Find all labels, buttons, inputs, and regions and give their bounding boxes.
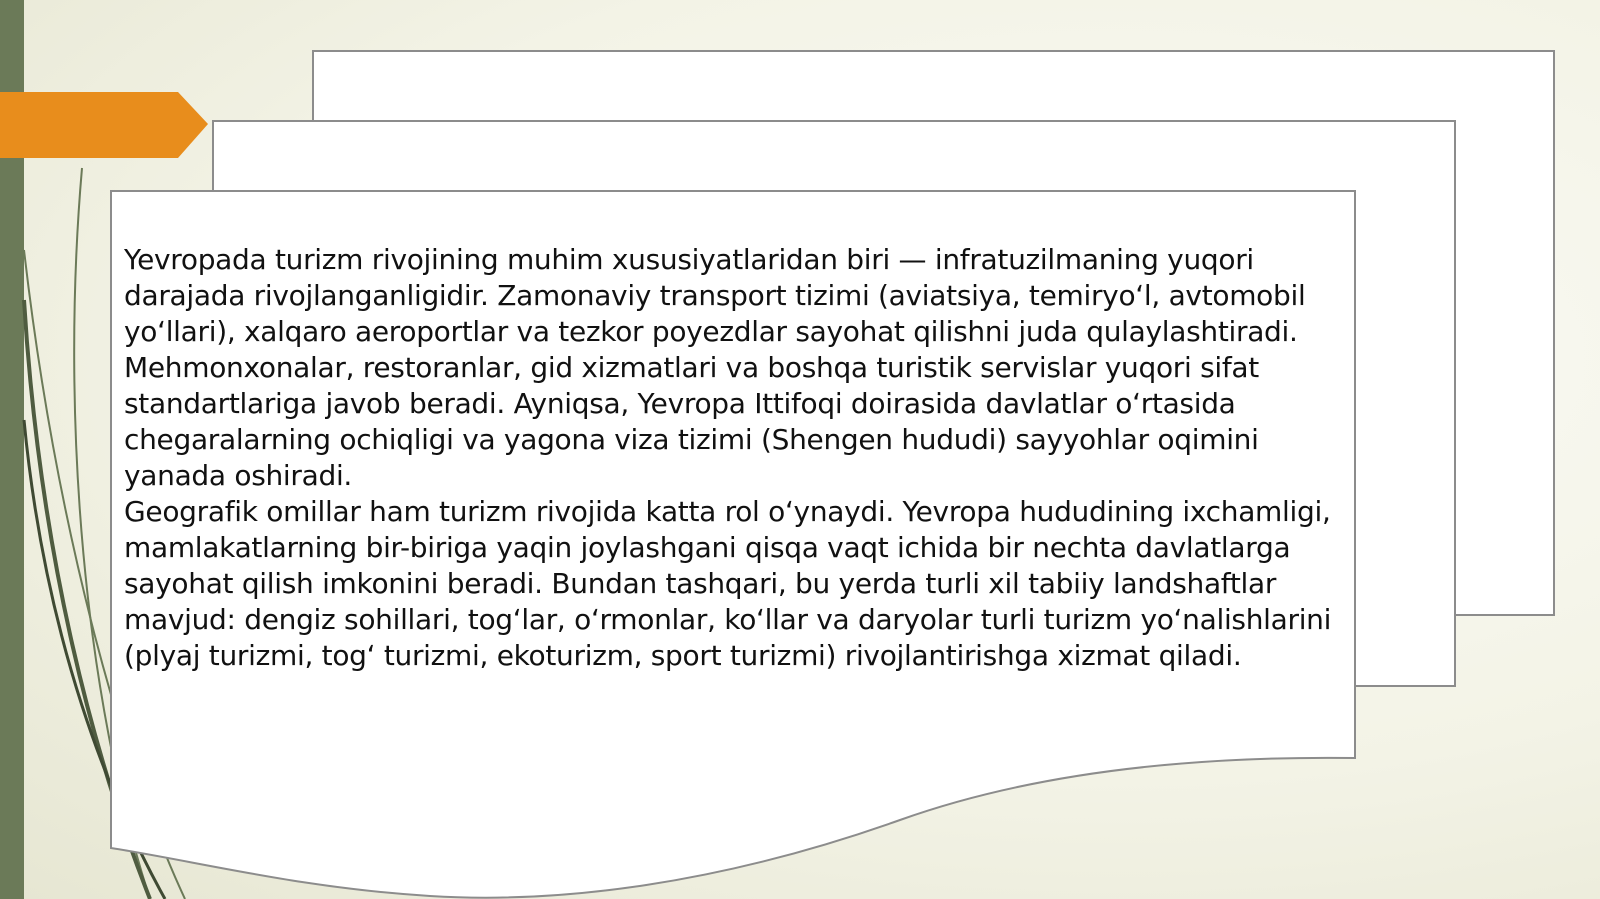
paragraph: Geografik omillar ham turizm rivojida katta rol oʻynaydi. Yevropa hududining ixchamligi, mamlakatlarning bir-biriga yaqin joylashgani qisqa vaqt ichida bir nechta davlatlarga sayohat qilish imkonini beradi. Bundan tashqari, bu yerda turli xil tabiiy landshaftlar mavjud: dengiz sohillari, togʻlar, oʻrmonlar, koʻllar va daryolar turli turizm yoʻnalishlarini (plyaj turizmi, togʻ turizmi, ekoturizm, sport turizmi) rivojlantirishga xizmat qiladi. <box>124 495 1332 672</box>
paragraph: Yevropada turizm rivojining muhim xususiyatlaridan biri — infratuzilmaning yuqori darajada rivojlanganligidir. Zamonaviy transport tizimi (aviatsiya, temiryoʻl, avtomobil yoʻllari), xalqaro aeroportlar va tezkor poyezdlar sayohat qilishni juda qulaylashtiradi. Mehmonxonalar, restoranlar, gid xizmatlari va boshqa turistik servislar yuqori sifat standartlariga javob beradi. Ayniqsa, Yevropa Ittifoqi doirasida davlatlar oʻrtasida chegaralarning ochiqligi va yagona viza tizimi (Shengen hududi) sayyohlar oqimini yanada oshiradi. <box>124 243 1306 492</box>
body-text <box>124 242 1344 674</box>
